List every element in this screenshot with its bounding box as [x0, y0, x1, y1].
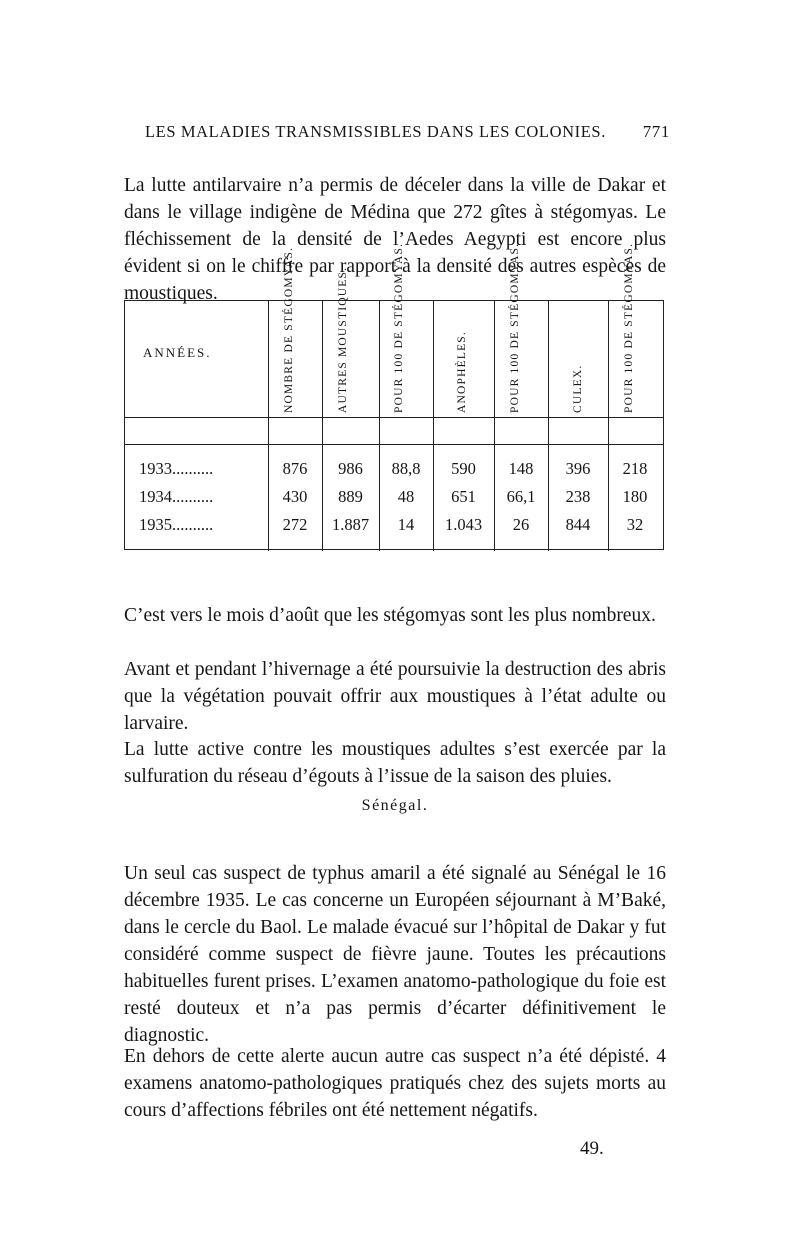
cell: 148	[508, 459, 534, 478]
cell: 88,8	[391, 459, 421, 478]
table-divider	[548, 301, 549, 551]
row-year: 1934..........	[139, 487, 214, 506]
table-row	[125, 515, 663, 541]
table-divider	[268, 301, 269, 551]
header-pour-100-b: POUR 100 DE STÉGOMYAS.	[509, 242, 521, 413]
cell: 1.887	[331, 515, 370, 534]
table-header-rule	[125, 417, 663, 418]
header-culex: CULEX.	[572, 364, 584, 413]
running-head	[140, 116, 670, 144]
table-row	[125, 487, 663, 513]
folio-number: 49.	[580, 1138, 604, 1159]
cell: 430	[282, 487, 308, 506]
cell: 1.043	[444, 515, 483, 534]
paragraph-hivernage: Avant et pendant l’hivernage a été poursuivie la destruction des abris que la végétation pouvait offrir aux moustiques à l’état adulte ou larvaire.	[124, 658, 666, 734]
table-row	[125, 459, 663, 485]
header-annees: ANNÉES.	[143, 345, 212, 360]
header-autres-moustiques: AUTRES MOUSTIQUES.	[337, 266, 349, 413]
cell: 272	[282, 515, 308, 534]
cell: 238	[565, 487, 591, 506]
table-divider	[494, 301, 495, 551]
row-year: 1935..........	[139, 515, 214, 534]
row-year: 1933..........	[139, 459, 214, 478]
section-title-senegal: Sénégal.	[361, 797, 429, 814]
table-divider	[433, 301, 434, 551]
table-divider	[608, 301, 609, 551]
cell: 218	[622, 459, 648, 478]
header-pour-100-c: POUR 100 DE STÉGOMYAS.	[623, 242, 635, 413]
table-body-rule	[125, 444, 663, 445]
running-title: LES MALADIES TRANSMISSIBLES DANS LES COLONIES.	[145, 122, 606, 141]
cell: 876	[282, 459, 308, 478]
paragraph-antilarval: La lutte antilarvaire n’a permis de déceler dans la ville de Dakar et dans le village indigène de Médina que 272 gîtes à stégomyas. Le fléchissement de la densité de l’Aedes Aegypti est encore plus évident si on le chiffre par rapport à la densité des autres espèces de moustiques.	[124, 174, 666, 304]
cell: 32	[626, 515, 644, 534]
paragraph-examens: En dehors de cette alerte aucun autre cas suspect n’a été dépisté. 4 examens anatomo-pathologiques pratiqués chez des sujets morts au cours d’affections fébriles ont été nettement négatifs.	[124, 1045, 666, 1121]
header-nombre-stegomyas: NOMBRE DE STÉGOMYAS.	[283, 246, 295, 413]
cell: 180	[622, 487, 648, 506]
paragraph-aout: C’est vers le mois d’août que les stégomyas sont les plus nombreux.	[124, 604, 656, 626]
page-number: 771	[642, 122, 670, 141]
cell: 14	[397, 515, 415, 534]
header-anopheles: ANOPHÈLES.	[456, 331, 468, 413]
cell: 26	[512, 515, 530, 534]
paragraph-cas-suspect: Un seul cas suspect de typhus amaril a été signalé au Sénégal le 16 décembre 1935. Le cas concerne un Européen séjournant à M’Baké, dans le cercle du Baol. Le malade évacué sur l’hôpital de Dakar y fut considéré comme suspect de fièvre jaune. Toutes les précautions habituelles furent prises. L’examen anatomo-pathologique du foie est resté douteux et n’a pas permis d’écarter définitivement le diagnostic.	[124, 862, 666, 1046]
mosquito-table	[124, 242, 664, 550]
header-pour-100-a: POUR 100 DE STÉGOMYAS.	[393, 242, 405, 413]
cell: 844	[565, 515, 591, 534]
cell: 590	[451, 459, 476, 478]
table-divider	[379, 301, 380, 551]
table-divider	[322, 301, 323, 551]
cell: 651	[451, 487, 476, 506]
cell: 66,1	[506, 487, 536, 506]
cell: 986	[338, 459, 363, 478]
cell: 396	[565, 459, 591, 478]
paragraph-lutte-active: La lutte active contre les moustiques adultes s’est exercée par la sulfuration du réseau d’égouts à l’issue de la saison des pluies.	[124, 738, 666, 787]
cell: 889	[338, 487, 363, 506]
cell: 48	[397, 487, 415, 506]
